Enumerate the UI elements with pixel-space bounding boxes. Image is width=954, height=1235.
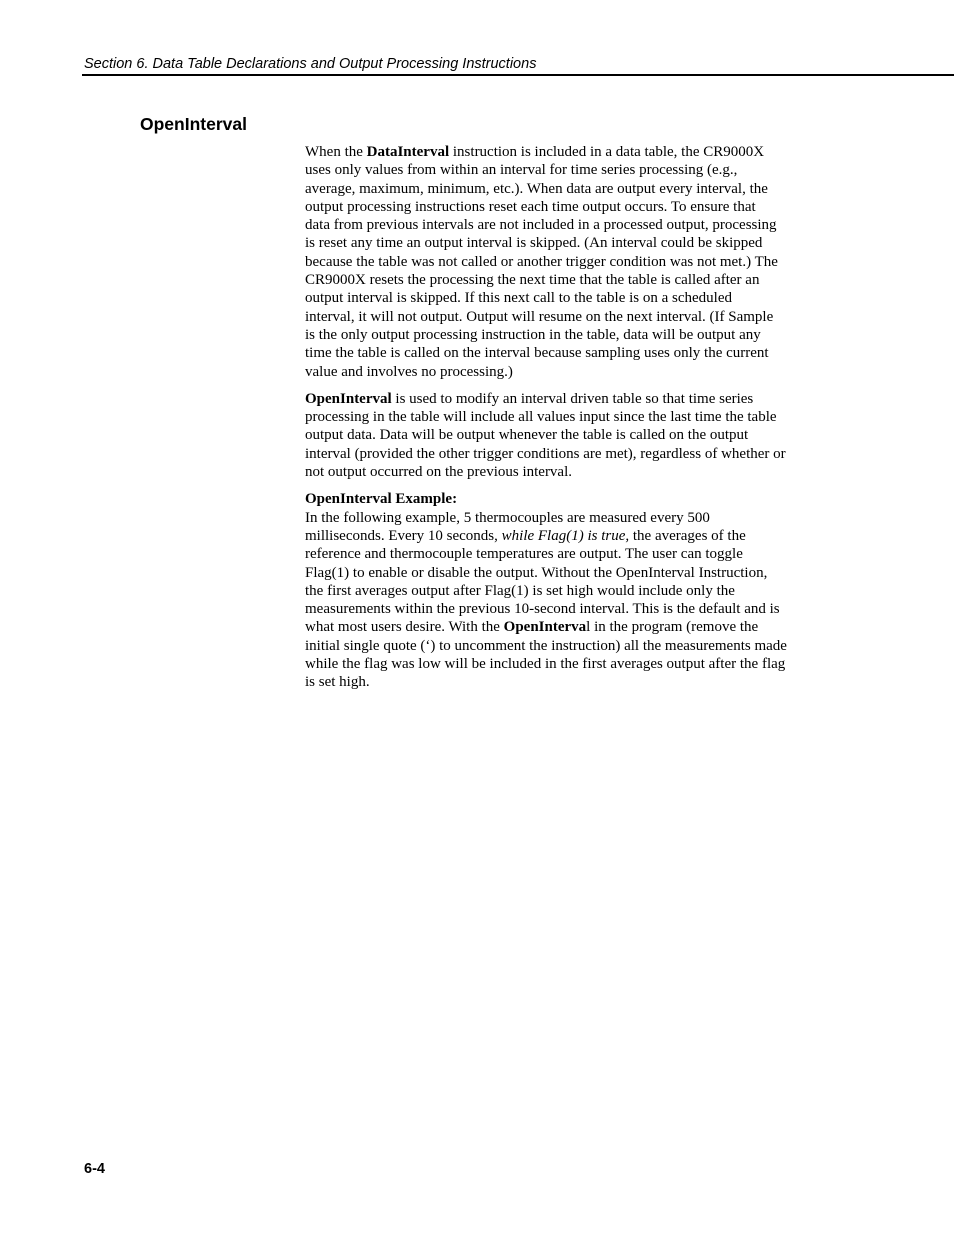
text-line [305,390,815,408]
text-line: value and involves no processing.) [305,363,513,380]
text-line [305,143,815,161]
text-line: interval (provided the other trigger conditions are met), regardless of whether or [305,445,786,462]
text-run: instruction is included in a data table, the CR9000X [449,144,765,160]
running-header: Section 6. Data Table Declarations and Output Processing Instructions [84,56,537,72]
bold-term: OpenInterval [305,390,392,407]
text-line: Flag(1) to enable or disable the output. Without the OpenInterval Instruction, [305,564,768,581]
text-line: average, maximum, minimum, etc.). When data are output every interval, the [305,180,768,197]
text-run: l in the program (remove the [586,619,759,636]
header-rule [82,74,954,76]
text-line: output interval is skipped. If this next call to the table is on a scheduled [305,290,732,307]
italic-term: while Flag(1) is true, [501,527,630,544]
example-block [305,490,815,691]
text-line: processing in the table will include all values input since the last time the table [305,409,777,426]
text-run: milliseconds. Every 10 seconds, [305,527,502,544]
text-line: is set high. [305,674,370,691]
text-run: is used to modify an interval driven table so that time series [391,390,754,407]
text-run: what most users desire. With the [305,619,504,636]
body-column [305,143,815,701]
text-run: the averages of the [629,527,746,544]
text-run: When the [305,144,367,160]
text-line: interval, it will not output. Output will resume on the next interval. (If Sample [305,308,774,325]
text-line: is reset any time an output interval is skipped. (An interval could be skipped [305,235,763,252]
text-line: time the table is called on the interval because sampling uses only the current [305,345,769,362]
text-line: measurements within the previous 10-second interval. This is the default and is [305,601,780,618]
bold-term: DataInterval [366,144,450,160]
page-number: 6-4 [84,1161,105,1177]
text-line [305,527,815,545]
text-line: the first averages output after Flag(1) is set high would include only the [305,582,735,599]
bold-term: OpenInterval Example: [305,491,458,508]
text-line: CR9000X resets the processing the next time that the table is called after an [305,272,760,289]
text-line: because the table was not called or another trigger condition was not met.) The [305,253,778,270]
text-line: output data. Data will be output whenever the table is called on the output [305,427,749,444]
paragraph-openinterval [305,390,815,481]
text-line [305,618,815,636]
paragraph-datainterval [305,143,815,381]
text-line: is the only output processing instruction in the table, data will be output any [305,326,761,343]
text-line: not output occurred on the previous interval. [305,464,573,481]
text-line: initial single quote (‘) to uncomment the instruction) all the measurements made [305,637,787,654]
text-line: data from previous intervals are not included in a processed output, processing [305,217,777,234]
text-line: while the flag was low will be included in the first averages output after the flag [305,656,786,673]
text-line: reference and thermocouple temperatures are output. The user can toggle [305,546,743,563]
text-line: output processing instructions reset each time output occurs. To ensure that [305,198,756,215]
text-line: uses only values from within an interval for time series processing (e.g., [305,162,738,179]
example-title [305,490,815,508]
text-line: In the following example, 5 thermocouples are measured every 500 [305,509,710,526]
section-heading: OpenInterval [140,114,247,134]
bold-term: OpenInterva [503,619,587,636]
